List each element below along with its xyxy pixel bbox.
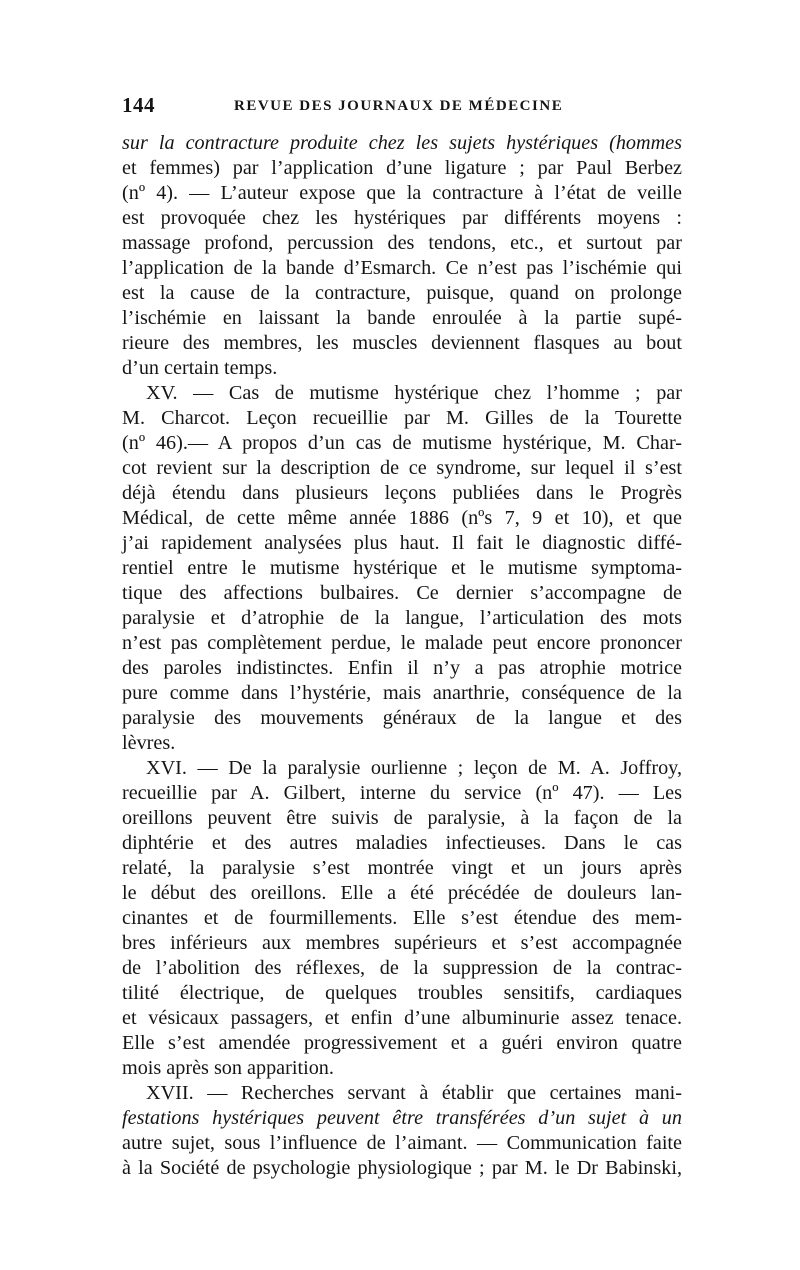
text-line: rentiel entre le mutisme hystérique et le mutisme symptoma- <box>122 557 682 579</box>
text-line: bres inférieurs aux membres supérieurs et s’est accompagnée <box>122 932 682 954</box>
text-line: diphtérie et des autres maladies infectieuses. Dans le cas <box>122 832 682 854</box>
text-line: lèvres. <box>122 732 176 754</box>
text-line: autre sujet, sous l’influence de l’aimant. — Communication faite <box>122 1132 682 1154</box>
text-line: tique des affections bulbaires. Ce dernier s’accompagne de <box>122 582 682 604</box>
text-line: relaté, la paralysie s’est montrée vingt et un jours après <box>122 857 682 879</box>
page-number: 144 <box>122 93 155 117</box>
text-line: Elle s’est amendée progressivement et a guéri environ quatre <box>122 1032 682 1054</box>
text-line: recueillie par A. Gilbert, interne du service (nº 47). — Les <box>122 782 682 804</box>
text-line: cinantes et de fourmillements. Elle s’est étendue des mem- <box>122 907 682 929</box>
text-line: pure comme dans l’hystérie, mais anarthrie, conséquence de la <box>122 682 682 704</box>
text-line: l’application de la bande d’Esmarch. Ce n’est pas l’ischémie qui <box>122 257 682 279</box>
text-line: l’ischémie en laissant la bande enroulée à la partie supé- <box>122 307 682 329</box>
text-line: et femmes) par l’application d’une ligature ; par Paul Berbez <box>122 157 682 179</box>
text-line: (nº 4). — L’auteur expose que la contracture à l’état de veille <box>122 182 682 204</box>
text-line: et vésicaux passagers, et enfin d’une albuminurie assez tenace. <box>122 1007 682 1029</box>
running-head: REVUE DES JOURNAUX DE MÉDECINE <box>234 98 564 114</box>
text-line: déjà étendu dans plusieurs leçons publiées dans le Progrès <box>122 482 682 504</box>
text-line: cot revient sur la description de ce syndrome, sur lequel il s’est <box>122 457 682 479</box>
text-line: oreillons peuvent être suivis de paralysie, à la façon de la <box>122 807 682 829</box>
text-line: M. Charcot. Leçon recueillie par M. Gilles de la Tourette <box>122 407 682 429</box>
text-line: paralysie des mouvements généraux de la langue et des <box>122 707 682 729</box>
text-line: est la cause de la contracture, puisque, quand on prolonge <box>122 282 682 304</box>
text-line: des paroles indistinctes. Enfin il n’y a pas atrophie motrice <box>122 657 682 679</box>
article-body <box>122 131 682 1181</box>
text-line: à la Société de psychologie physiologique ; par M. le Dr Babinski, <box>122 1157 682 1179</box>
text-line: rieure des membres, les muscles deviennent flasques au bout <box>122 332 682 354</box>
section-heading-xvi: XVI. — De la paralysie ourlienne ; leçon de M. A. Joffroy, <box>146 757 682 779</box>
section-heading-xv: XV. — Cas de mutisme hystérique chez l’homme ; par <box>146 382 682 404</box>
text-line: mois après son apparition. <box>122 1057 334 1079</box>
text-line: tilité électrique, de quelques troubles sensitifs, cardiaques <box>122 982 682 1004</box>
section-heading-xvii: XVII. — Recherches servant à établir que certaines mani- <box>146 1082 682 1104</box>
text-line: j’ai rapidement analysées plus haut. Il fait le diagnostic diffé- <box>122 532 682 554</box>
text-line: le début des oreillons. Elle a été précédée de douleurs lan- <box>122 882 682 904</box>
text-line: paralysie et d’atrophie de la langue, l’articulation des mots <box>122 607 682 629</box>
text-line: sur la contracture produite chez les sujets hystériques (hommes <box>122 132 682 154</box>
page-header <box>122 93 680 123</box>
text-line: est provoquée chez les hystériques par différents moyens : <box>122 207 682 229</box>
text-line: festations hystériques peuvent être transférées d’un sujet à un <box>122 1107 682 1129</box>
text-line: massage profond, percussion des tendons, etc., et surtout par <box>122 232 682 254</box>
text-line: d’un certain temps. <box>122 357 278 379</box>
text-line: n’est pas complètement perdue, le malade peut encore prononcer <box>122 632 682 654</box>
text-line: (nº 46).— A propos d’un cas de mutisme hystérique, M. Char- <box>122 432 682 454</box>
text-line: Médical, de cette même année 1886 (nºs 7, 9 et 10), et que <box>122 507 682 529</box>
text-line: de l’abolition des réflexes, de la suppression de la contrac- <box>122 957 682 979</box>
